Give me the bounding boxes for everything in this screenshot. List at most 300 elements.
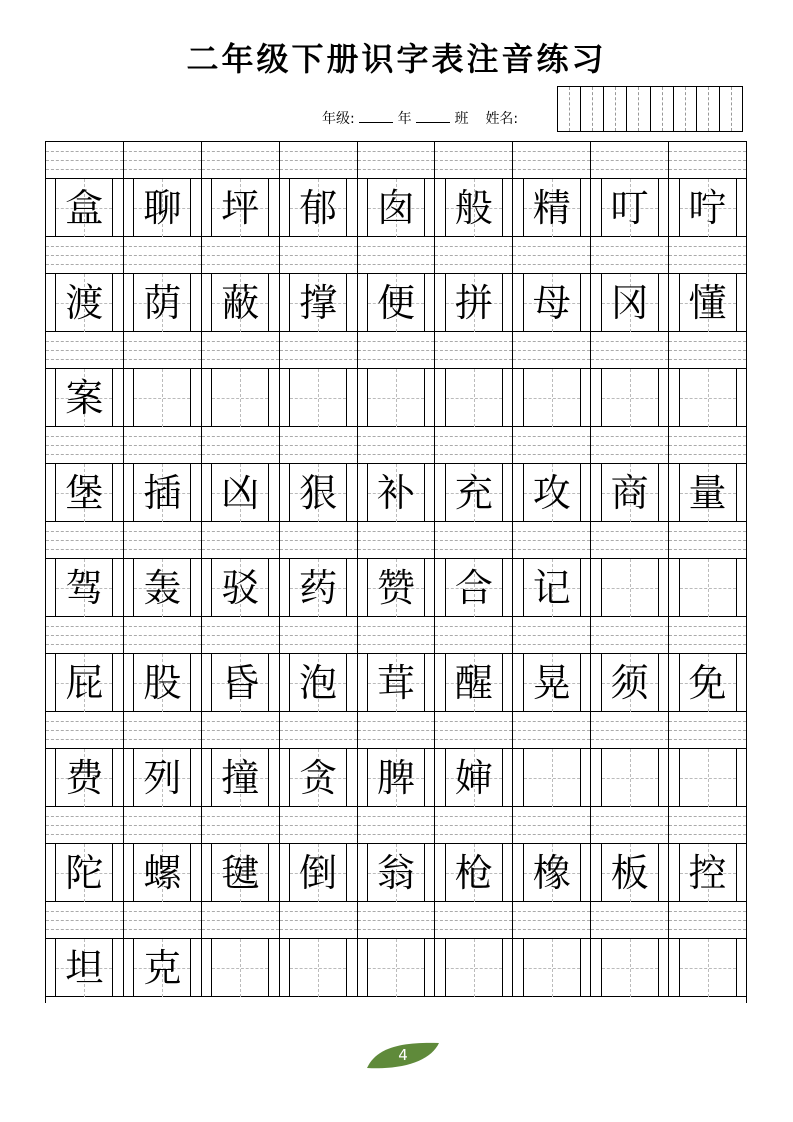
character-cell [358, 559, 436, 616]
character-row [46, 844, 746, 902]
name-box-cell[interactable] [697, 87, 720, 131]
pinyin-cell[interactable] [669, 902, 746, 938]
hanzi-character: 须 [610, 660, 649, 705]
pinyin-row [46, 237, 746, 274]
character-cell [46, 749, 124, 806]
pinyin-cell[interactable] [669, 142, 746, 178]
tian-zi-box[interactable] [55, 369, 113, 427]
pinyin-cell[interactable] [46, 237, 124, 273]
pinyin-cell[interactable] [358, 237, 436, 273]
page-number-badge [365, 1040, 441, 1070]
pinyin-row [46, 902, 746, 939]
hanzi-character: 驾 [65, 565, 104, 610]
pinyin-cell[interactable] [513, 807, 591, 843]
pinyin-cell[interactable] [669, 712, 746, 748]
tian-zi-box[interactable] [133, 559, 191, 617]
character-cell [202, 369, 280, 426]
character-cell [513, 749, 591, 806]
tian-zi-box[interactable] [601, 274, 659, 332]
pinyin-cell[interactable] [202, 617, 280, 653]
tian-zi-box[interactable] [367, 179, 425, 237]
character-cell [591, 749, 669, 806]
tian-zi-box[interactable] [523, 369, 581, 427]
pinyin-cell[interactable] [124, 902, 202, 938]
hanzi-character: 免 [688, 660, 727, 705]
character-cell [669, 179, 746, 236]
name-box-cell[interactable] [651, 87, 674, 131]
tian-zi-box[interactable] [445, 179, 503, 237]
tian-zi-box[interactable] [211, 559, 269, 617]
pinyin-cell[interactable] [591, 807, 669, 843]
pinyin-cell[interactable] [280, 712, 358, 748]
grade-label: 年级: [322, 111, 355, 127]
character-cell [358, 749, 436, 806]
pinyin-cell[interactable] [202, 427, 280, 463]
character-cell [435, 844, 513, 901]
pinyin-cell[interactable] [280, 142, 358, 178]
character-cell [669, 654, 746, 711]
tian-zi-box[interactable] [445, 464, 503, 522]
name-box-cell[interactable] [627, 87, 650, 131]
tian-zi-box[interactable] [445, 274, 503, 332]
hanzi-character: 量 [688, 470, 727, 515]
hanzi-character: 橡 [532, 850, 571, 895]
tian-zi-box[interactable] [601, 559, 659, 617]
pinyin-cell[interactable] [435, 142, 513, 178]
practice-row [46, 427, 746, 522]
tian-zi-box[interactable] [523, 654, 581, 712]
pinyin-cell[interactable] [46, 712, 124, 748]
pinyin-cell[interactable] [513, 332, 591, 368]
pinyin-cell[interactable] [435, 807, 513, 843]
tian-zi-box[interactable] [55, 464, 113, 522]
pinyin-cell[interactable] [591, 237, 669, 273]
pinyin-cell[interactable] [46, 332, 124, 368]
hanzi-character: 贪 [299, 755, 338, 800]
tian-zi-box[interactable] [445, 939, 503, 997]
tian-zi-box[interactable] [55, 559, 113, 617]
tian-zi-box[interactable] [133, 654, 191, 712]
character-cell [669, 844, 746, 901]
character-cell [591, 939, 669, 996]
tian-zi-box[interactable] [289, 939, 347, 997]
tian-zi-box[interactable] [523, 274, 581, 332]
tian-zi-box[interactable] [55, 179, 113, 237]
pinyin-cell[interactable] [124, 237, 202, 273]
pinyin-cell[interactable] [46, 427, 124, 463]
character-cell [591, 844, 669, 901]
pinyin-cell[interactable] [124, 807, 202, 843]
character-cell [591, 369, 669, 426]
pinyin-cell[interactable] [669, 332, 746, 368]
character-cell [46, 274, 124, 331]
tian-zi-box[interactable] [445, 749, 503, 807]
pinyin-cell[interactable] [435, 522, 513, 558]
tian-zi-box[interactable] [445, 844, 503, 902]
hanzi-character: 婶 [454, 755, 493, 800]
tian-zi-box[interactable] [55, 844, 113, 902]
pinyin-cell[interactable] [513, 427, 591, 463]
page-title: 二年级下册识字表注音练习 [186, 40, 607, 78]
tian-zi-box[interactable] [679, 939, 737, 997]
pinyin-cell[interactable] [591, 902, 669, 938]
hanzi-character: 记 [532, 565, 571, 610]
hanzi-character: 拼 [454, 280, 493, 325]
pinyin-cell[interactable] [358, 617, 436, 653]
pinyin-cell[interactable] [124, 712, 202, 748]
pinyin-cell[interactable] [124, 142, 202, 178]
pinyin-cell[interactable] [358, 332, 436, 368]
tian-zi-box[interactable] [601, 464, 659, 522]
pinyin-cell[interactable] [591, 142, 669, 178]
pinyin-cell[interactable] [358, 807, 436, 843]
tian-zi-box[interactable] [133, 274, 191, 332]
hanzi-character: 般 [454, 185, 493, 230]
character-cell [124, 369, 202, 426]
tian-zi-box[interactable] [211, 844, 269, 902]
tian-zi-box[interactable] [367, 464, 425, 522]
pinyin-cell[interactable] [280, 617, 358, 653]
tian-zi-box[interactable] [601, 654, 659, 712]
pinyin-cell[interactable] [46, 902, 124, 938]
tian-zi-box[interactable] [679, 464, 737, 522]
tian-zi-box[interactable] [133, 844, 191, 902]
hanzi-character: 便 [376, 280, 415, 325]
tian-zi-box[interactable] [679, 274, 737, 332]
tian-zi-box[interactable] [445, 369, 503, 427]
hanzi-character: 轰 [143, 565, 182, 610]
character-cell [46, 654, 124, 711]
tian-zi-box[interactable] [55, 939, 113, 997]
character-cell [591, 654, 669, 711]
character-cell [124, 559, 202, 616]
tian-zi-box[interactable] [601, 939, 659, 997]
tian-zi-box[interactable] [211, 464, 269, 522]
character-cell [591, 274, 669, 331]
pinyin-cell[interactable] [280, 237, 358, 273]
pinyin-cell[interactable] [358, 427, 436, 463]
character-cell [46, 179, 124, 236]
character-cell [280, 274, 358, 331]
tian-zi-box[interactable] [55, 274, 113, 332]
hanzi-character: 补 [376, 470, 415, 515]
tian-zi-box[interactable] [601, 369, 659, 427]
pinyin-cell[interactable] [513, 522, 591, 558]
hanzi-character: 堡 [65, 470, 104, 515]
pinyin-cell[interactable] [669, 617, 746, 653]
tian-zi-box[interactable] [367, 369, 425, 427]
name-box-cell[interactable] [581, 87, 604, 131]
pinyin-cell[interactable] [513, 712, 591, 748]
character-cell [358, 464, 436, 521]
character-cell [202, 179, 280, 236]
tian-zi-box[interactable] [523, 179, 581, 237]
character-cell [669, 939, 746, 996]
character-cell [591, 179, 669, 236]
page-number: 4 [398, 1046, 408, 1064]
pinyin-cell[interactable] [358, 522, 436, 558]
tian-zi-box[interactable] [289, 749, 347, 807]
character-cell [669, 274, 746, 331]
pinyin-cell[interactable] [358, 142, 436, 178]
tian-zi-box[interactable] [211, 939, 269, 997]
character-cell [46, 939, 124, 996]
tian-zi-box[interactable] [133, 939, 191, 997]
tian-zi-box[interactable] [601, 844, 659, 902]
tian-zi-box[interactable] [289, 369, 347, 427]
hanzi-character: 费 [65, 755, 104, 800]
hanzi-character: 毽 [221, 850, 260, 895]
hanzi-character: 狠 [299, 470, 338, 515]
pinyin-cell[interactable] [669, 237, 746, 273]
practice-row [46, 807, 746, 902]
hanzi-character: 克 [143, 945, 182, 990]
tian-zi-box[interactable] [289, 464, 347, 522]
pinyin-cell[interactable] [124, 427, 202, 463]
pinyin-cell[interactable] [46, 522, 124, 558]
hanzi-character: 陀 [65, 850, 104, 895]
pinyin-cell[interactable] [358, 902, 436, 938]
tian-zi-box[interactable] [367, 844, 425, 902]
tian-zi-box[interactable] [289, 559, 347, 617]
character-cell [280, 939, 358, 996]
hanzi-character: 渡 [65, 280, 104, 325]
pinyin-cell[interactable] [124, 332, 202, 368]
tian-zi-box[interactable] [211, 274, 269, 332]
pinyin-cell[interactable] [46, 807, 124, 843]
pinyin-cell[interactable] [513, 617, 591, 653]
hanzi-character: 晃 [532, 660, 571, 705]
tian-zi-box[interactable] [601, 179, 659, 237]
tian-zi-box[interactable] [679, 369, 737, 427]
tian-zi-box[interactable] [523, 749, 581, 807]
tian-zi-box[interactable] [679, 654, 737, 712]
character-cell [435, 559, 513, 616]
tian-zi-box[interactable] [211, 654, 269, 712]
pinyin-cell[interactable] [124, 617, 202, 653]
hanzi-character: 倒 [299, 850, 338, 895]
pinyin-cell[interactable] [202, 332, 280, 368]
tian-zi-box[interactable] [523, 464, 581, 522]
pinyin-cell[interactable] [591, 332, 669, 368]
tian-zi-box[interactable] [133, 179, 191, 237]
hanzi-character: 板 [610, 850, 649, 895]
pinyin-cell[interactable] [513, 142, 591, 178]
tian-zi-box[interactable] [55, 749, 113, 807]
pinyin-cell[interactable] [513, 902, 591, 938]
tian-zi-box[interactable] [679, 749, 737, 807]
character-cell [669, 464, 746, 521]
hanzi-character: 药 [299, 565, 338, 610]
grade-blank[interactable] [359, 110, 393, 123]
hanzi-character: 屁 [65, 660, 104, 705]
hanzi-character: 翁 [376, 850, 415, 895]
name-label: 姓名: [485, 111, 519, 127]
tian-zi-box[interactable] [289, 179, 347, 237]
tian-zi-box[interactable] [289, 274, 347, 332]
character-cell [513, 464, 591, 521]
character-cell [124, 844, 202, 901]
practice-row [46, 522, 746, 617]
pinyin-cell[interactable] [202, 237, 280, 273]
pinyin-cell[interactable] [513, 237, 591, 273]
character-cell [435, 464, 513, 521]
name-box-cell[interactable] [674, 87, 697, 131]
hanzi-character: 凶 [221, 470, 260, 515]
tian-zi-box[interactable] [133, 464, 191, 522]
character-cell [358, 654, 436, 711]
character-cell [46, 464, 124, 521]
tian-zi-box[interactable] [55, 654, 113, 712]
character-cell [513, 844, 591, 901]
pinyin-cell[interactable] [669, 522, 746, 558]
practice-grid [45, 141, 747, 1003]
tian-zi-box[interactable] [523, 844, 581, 902]
character-cell [46, 559, 124, 616]
pinyin-cell[interactable] [202, 902, 280, 938]
pinyin-cell[interactable] [124, 522, 202, 558]
character-cell [513, 369, 591, 426]
pinyin-cell[interactable] [435, 427, 513, 463]
pinyin-cell[interactable] [669, 427, 746, 463]
tian-zi-box[interactable] [211, 749, 269, 807]
tian-zi-box[interactable] [523, 939, 581, 997]
pinyin-cell[interactable] [46, 617, 124, 653]
pinyin-cell[interactable] [280, 332, 358, 368]
tian-zi-box[interactable] [601, 749, 659, 807]
hanzi-character: 坪 [221, 185, 260, 230]
hanzi-character: 醒 [454, 660, 493, 705]
character-row [46, 274, 746, 332]
pinyin-cell[interactable] [591, 712, 669, 748]
hanzi-character: 冈 [610, 280, 649, 325]
tian-zi-box[interactable] [679, 844, 737, 902]
practice-row [46, 332, 746, 427]
hanzi-character: 脾 [376, 755, 415, 800]
grade-unit: 年 [397, 111, 412, 127]
tian-zi-box[interactable] [367, 749, 425, 807]
pinyin-cell[interactable] [669, 807, 746, 843]
tian-zi-box[interactable] [523, 559, 581, 617]
pinyin-cell[interactable] [202, 807, 280, 843]
hanzi-character: 驳 [221, 565, 260, 610]
pinyin-cell[interactable] [202, 142, 280, 178]
pinyin-cell[interactable] [435, 617, 513, 653]
character-cell [124, 654, 202, 711]
character-cell [435, 939, 513, 996]
pinyin-cell[interactable] [591, 427, 669, 463]
tian-zi-box[interactable] [679, 559, 737, 617]
name-box-cell[interactable] [720, 87, 742, 131]
pinyin-cell[interactable] [280, 522, 358, 558]
character-cell [202, 274, 280, 331]
pinyin-cell[interactable] [280, 902, 358, 938]
name-box-cell[interactable] [558, 87, 581, 131]
hanzi-character: 精 [532, 185, 571, 230]
hanzi-character: 懂 [688, 280, 727, 325]
tian-zi-box[interactable] [289, 654, 347, 712]
character-cell [513, 559, 591, 616]
tian-zi-box[interactable] [133, 369, 191, 427]
hanzi-character: 郁 [299, 185, 338, 230]
pinyin-row [46, 712, 746, 749]
tian-zi-box[interactable] [367, 559, 425, 617]
pinyin-cell[interactable] [202, 522, 280, 558]
hanzi-character: 商 [610, 470, 649, 515]
character-row [46, 559, 746, 617]
character-row [46, 464, 746, 522]
hanzi-character: 插 [143, 470, 182, 515]
pinyin-cell[interactable] [202, 712, 280, 748]
hanzi-character: 蔽 [221, 280, 260, 325]
pinyin-row [46, 617, 746, 654]
tian-zi-box[interactable] [367, 274, 425, 332]
character-row [46, 749, 746, 807]
tian-zi-box[interactable] [367, 939, 425, 997]
pinyin-cell[interactable] [358, 712, 436, 748]
character-cell [591, 559, 669, 616]
pinyin-cell[interactable] [591, 522, 669, 558]
tian-zi-box[interactable] [211, 179, 269, 237]
character-cell [280, 844, 358, 901]
character-cell [435, 369, 513, 426]
tian-zi-box[interactable] [445, 559, 503, 617]
class-blank[interactable] [416, 110, 450, 123]
pinyin-cell[interactable] [435, 712, 513, 748]
tian-zi-box[interactable] [211, 369, 269, 427]
hanzi-character: 盒 [65, 185, 104, 230]
hanzi-character: 枪 [454, 850, 493, 895]
character-cell [124, 179, 202, 236]
pinyin-cell[interactable] [591, 617, 669, 653]
character-cell [358, 939, 436, 996]
pinyin-cell[interactable] [280, 807, 358, 843]
name-box-cell[interactable] [604, 87, 627, 131]
character-cell [46, 844, 124, 901]
hanzi-character: 坦 [65, 945, 104, 990]
character-cell [124, 939, 202, 996]
character-cell [435, 654, 513, 711]
character-cell [358, 274, 436, 331]
pinyin-cell[interactable] [46, 142, 124, 178]
tian-zi-box[interactable] [133, 749, 191, 807]
name-writing-box[interactable] [557, 86, 743, 132]
hanzi-character: 母 [532, 280, 571, 325]
pinyin-cell[interactable] [435, 332, 513, 368]
pinyin-cell[interactable] [280, 427, 358, 463]
hanzi-character: 荫 [143, 280, 182, 325]
pinyin-cell[interactable] [435, 237, 513, 273]
hanzi-character: 案 [65, 375, 104, 420]
character-cell [669, 369, 746, 426]
character-cell [435, 749, 513, 806]
tian-zi-box[interactable] [367, 654, 425, 712]
character-cell [358, 369, 436, 426]
character-cell [280, 464, 358, 521]
tian-zi-box[interactable] [289, 844, 347, 902]
practice-row [46, 142, 746, 237]
pinyin-cell[interactable] [435, 902, 513, 938]
tian-zi-box[interactable] [679, 179, 737, 237]
hanzi-character: 茸 [376, 660, 415, 705]
pinyin-row [46, 427, 746, 464]
pinyin-row [46, 142, 746, 179]
practice-row [46, 902, 746, 997]
character-cell [124, 464, 202, 521]
tian-zi-box[interactable] [445, 654, 503, 712]
character-cell [358, 179, 436, 236]
character-cell [358, 844, 436, 901]
